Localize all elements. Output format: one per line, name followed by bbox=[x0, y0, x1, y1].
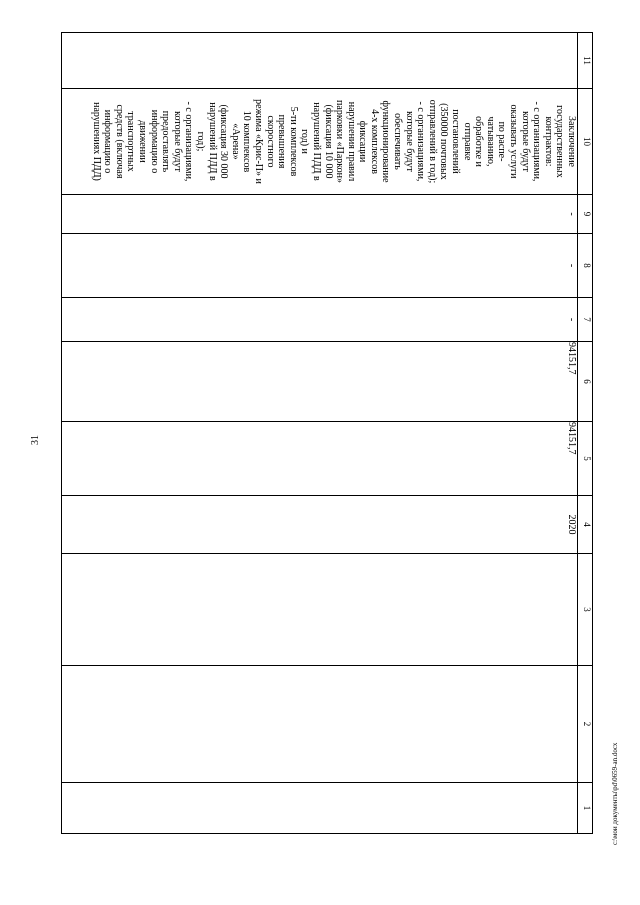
contract-text-line: - с организациями, bbox=[183, 101, 195, 182]
contract-text-line: государственных bbox=[554, 105, 566, 178]
cell-col-11 bbox=[62, 33, 578, 89]
contract-text-line: функционирование bbox=[380, 100, 392, 183]
contract-text-line: нарушений ПДД в bbox=[206, 102, 218, 181]
cell-col-5-amount: 94151,7 bbox=[62, 422, 578, 496]
contract-text-line: скоростного bbox=[264, 115, 276, 168]
header-col-1: 1 bbox=[578, 783, 593, 834]
header-col-6: 6 bbox=[578, 342, 593, 422]
contract-text-line: отправлений в год); bbox=[426, 99, 438, 184]
contract-text-line: постановлений bbox=[450, 109, 462, 174]
header-col-4: 4 bbox=[578, 496, 593, 554]
header-col-5: 5 bbox=[578, 422, 593, 496]
cell-col-9: - bbox=[62, 195, 578, 234]
contract-text-line: информацию о bbox=[148, 109, 160, 174]
header-col-10: 10 bbox=[578, 89, 593, 195]
budget-table bbox=[61, 32, 593, 834]
cell-col-2 bbox=[62, 666, 578, 783]
contract-text-line: (350000 почтовых bbox=[438, 103, 450, 180]
contract-text-line: отправке bbox=[461, 122, 473, 161]
cell-col-6-amount: 94151,7 bbox=[62, 342, 578, 422]
cell-col-3 bbox=[62, 554, 578, 666]
contract-text-line: режима «Крис-П» и bbox=[252, 99, 264, 184]
contract-text-line: информацию о bbox=[102, 109, 114, 174]
contract-text-line: по распе- bbox=[496, 121, 508, 162]
contract-text-line: которые будут bbox=[403, 111, 415, 172]
page-number: 31 bbox=[30, 435, 41, 445]
cell-col-8: - bbox=[62, 234, 578, 298]
contract-text-line: год) и bbox=[299, 129, 311, 154]
contract-text-line: «Арена» bbox=[229, 123, 241, 160]
contract-text-line: нарушения правил bbox=[345, 101, 357, 182]
contract-text-line: 10 комплексов bbox=[241, 110, 253, 173]
contract-text-line: (фиксация 10 000 bbox=[322, 104, 334, 179]
header-col-2: 2 bbox=[578, 666, 593, 783]
contract-text-line: обработке и bbox=[473, 116, 485, 167]
contract-text-line: 4-х комплексов bbox=[368, 109, 380, 174]
rotated-table-container bbox=[61, 32, 593, 833]
contract-text-line: движении bbox=[137, 120, 149, 163]
contract-text-line: которые будут bbox=[171, 111, 183, 172]
cell-col-4-year: 2020 bbox=[62, 496, 578, 554]
contract-text-line: - с организациями, bbox=[531, 101, 543, 182]
header-col-11: 11 bbox=[578, 33, 593, 89]
contract-text-line: превышения bbox=[276, 114, 288, 169]
footer-file-path: c:\мои документы\pd\0659-an.docx bbox=[611, 742, 619, 845]
contract-text-line: предоставлять bbox=[160, 110, 172, 173]
header-col-8: 8 bbox=[578, 234, 593, 298]
header-col-3: 3 bbox=[578, 554, 593, 666]
contract-text-line: средств (включая bbox=[113, 104, 125, 179]
contract-text-line: оказывать услуги bbox=[508, 104, 520, 179]
header-col-9: 9 bbox=[578, 195, 593, 234]
contract-text-line: обеспечивать bbox=[392, 113, 404, 170]
contract-text-line: Заключение bbox=[566, 116, 577, 167]
contract-text-line: 5-ти комплексов bbox=[287, 106, 299, 177]
contract-text-line: контрактов: bbox=[542, 116, 554, 167]
table-data-row bbox=[62, 33, 578, 834]
contract-text-line: которые будут bbox=[519, 111, 531, 172]
header-col-7: 7 bbox=[578, 298, 593, 342]
contract-text-line: - с организациями, bbox=[415, 101, 427, 182]
cell-col-1 bbox=[62, 783, 578, 834]
table-header-row bbox=[578, 33, 593, 834]
cell-col-10-contracts bbox=[62, 89, 578, 195]
contract-text-line: (фиксация 30 000 bbox=[218, 104, 230, 179]
contract-text-line: парковки «Паркон» bbox=[334, 100, 346, 183]
contract-text-line: год); bbox=[195, 131, 206, 152]
contract-text-line: транспортных bbox=[125, 111, 137, 172]
contract-text-line: фиксации bbox=[357, 120, 369, 163]
contract-text-line: чатыванию, bbox=[484, 116, 496, 167]
contract-text-line: нарушений ПДД в bbox=[310, 102, 322, 181]
cell-col-7: - bbox=[62, 298, 578, 342]
contract-text-line: нарушениях ПДД) bbox=[90, 102, 102, 181]
